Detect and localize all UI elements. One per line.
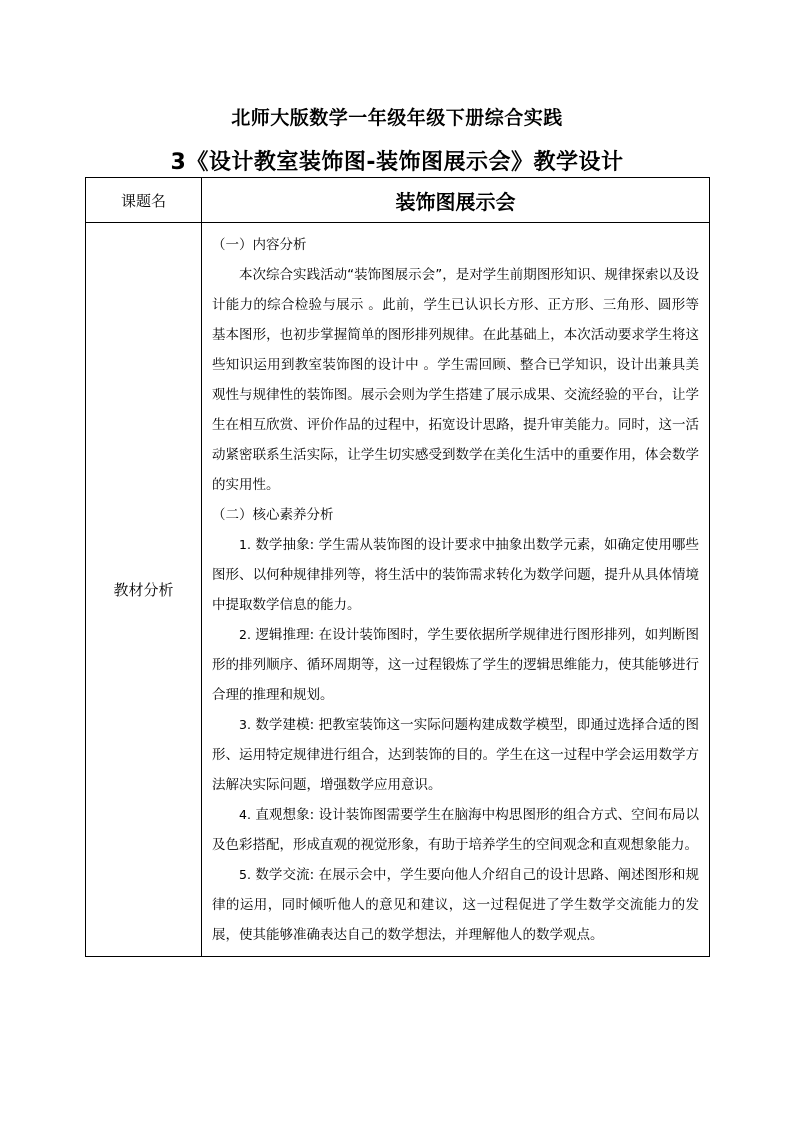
item-title: 数学抽象:	[255, 537, 315, 553]
document-title-line1: 北师大版数学一年级年级下册综合实践	[231, 107, 563, 129]
item-title: 数学交流:	[255, 867, 315, 883]
item-number: 1.	[239, 537, 251, 552]
table-row-analysis	[86, 223, 710, 957]
literacy-item	[212, 710, 699, 800]
content-analysis-paragraph: 本次综合实践活动“装饰图展示会”，是对学生前期图形知识、规律探索以及设计能力的综合检验与展示 。此前，学生已认识长方形、正方形、三角形、圆形等基本图形，也初步掌握简单的图形排列规律。在此基础上，本次活动要求学生将这些知识运用到教室装饰图的设计中 。学生需回顾、整合已学知识，设计出兼具美观性与规律性的装饰图。展示会则为学生搭建了展示成果、交流经验的平台，让学生在相互欣赏、评价作品的过程中，拓宽设计思路，提升审美能力。同时，这一活动紧密联系生活实际，让学生切实感受到数学在美化生活中的重要作用，体会数学的实用性。	[212, 267, 699, 493]
item-title: 直观想象:	[255, 807, 315, 823]
table-row-topic	[86, 178, 710, 223]
document-title-line2: 3《设计教室装饰图-装饰图展示会》教学设计	[170, 150, 624, 175]
item-number: 3.	[239, 717, 251, 732]
section-heading-literacy: （二）核心素养分析	[212, 507, 334, 523]
item-text: 设计装饰图需要学生在脑海中构思图形的组合方式、空间布局以及色彩搭配，形成直观的视觉形象，有助于培养学生的空间观念和直观想象能力。	[212, 807, 700, 853]
literacy-item	[212, 530, 699, 620]
topic-value-cell: 装饰图展示会	[202, 178, 710, 223]
literacy-item	[212, 800, 699, 860]
item-title: 逻辑推理:	[255, 627, 315, 643]
item-text: 在展示会中，学生要向他人介绍自己的设计思路、阐述图形和规律的运用，同时倾听他人的意见和建议，这一过程促进了学生数学交流能力的发展，使其能够准确表达自己的数学想法，并理解他人的数学观点。	[212, 867, 700, 943]
item-text: 在设计装饰图时，学生要依据所学规律进行图形排列，如判断图形的排列顺序、循环周期等，这一过程锻炼了学生的逻辑思维能力，使其能够进行合理的推理和规划。	[212, 627, 700, 703]
lesson-plan-table	[85, 177, 710, 957]
item-number: 5.	[239, 867, 251, 882]
analysis-label-cell: 教材分析	[86, 223, 202, 957]
item-text: 学生需从装饰图的设计要求中抽象出数学元素，如确定使用哪些图形、以何种规律排列等，将生活中的装饰需求转化为数学问题，提升从具体情境中提取数学信息的能力。	[212, 537, 700, 613]
section-heading-content: （一）内容分析	[212, 237, 307, 253]
item-title: 数学建模:	[255, 717, 315, 733]
literacy-item	[212, 860, 699, 950]
analysis-content-cell	[202, 223, 710, 957]
item-number: 2.	[239, 627, 251, 642]
item-text: 把教室装饰这一实际问题构建成数学模型，即通过选择合适的图形、运用特定规律进行组合，达到装饰的目的。学生在这一过程中学会运用数学方法解决实际问题，增强数学应用意识。	[212, 717, 700, 793]
literacy-item	[212, 620, 699, 710]
topic-label-cell: 课题名	[86, 178, 202, 223]
item-number: 4.	[239, 807, 251, 822]
